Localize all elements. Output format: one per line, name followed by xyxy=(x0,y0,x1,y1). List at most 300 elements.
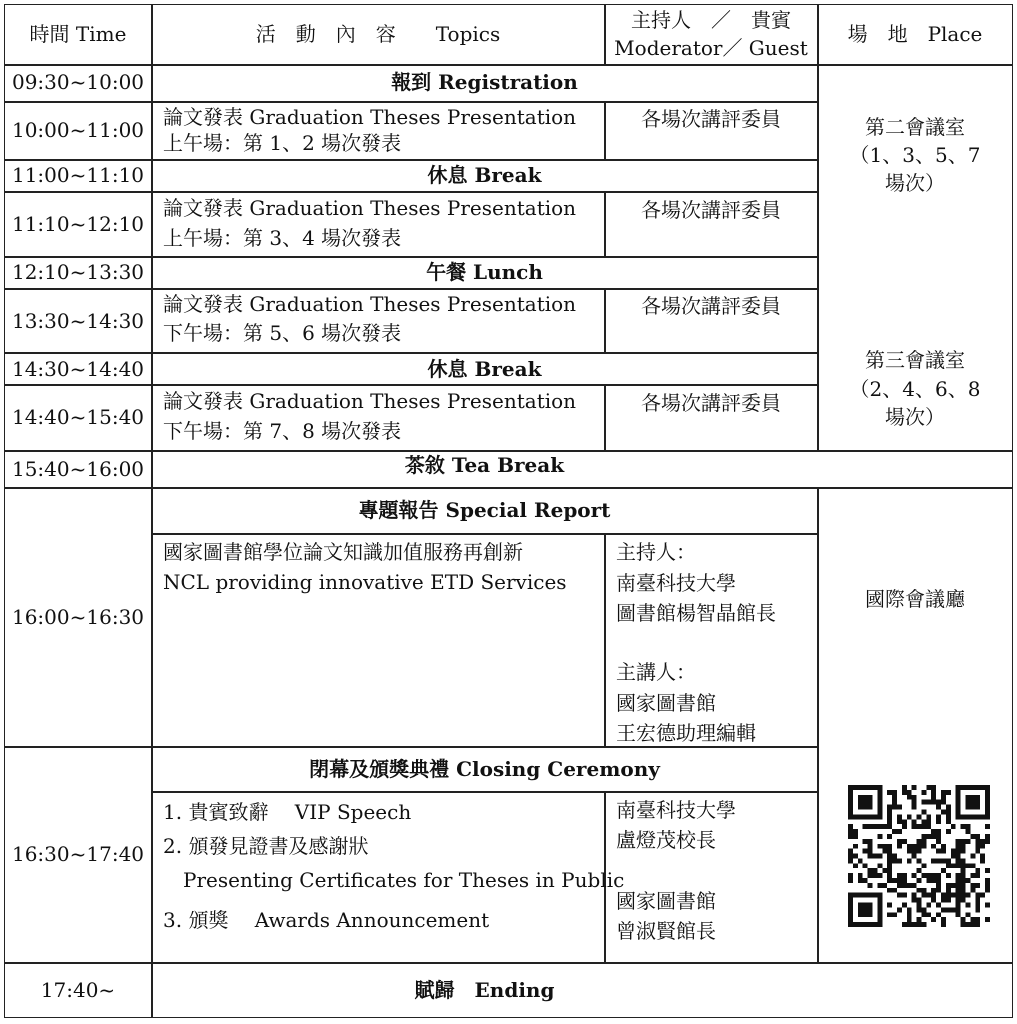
qr-module xyxy=(887,858,892,863)
qr-module xyxy=(946,805,951,810)
row-line-3 xyxy=(4,191,818,193)
qr-module xyxy=(941,868,946,873)
header-place: 場 地 Place xyxy=(847,22,983,46)
qr-module xyxy=(946,893,951,898)
qr-module xyxy=(931,888,936,893)
qr-module xyxy=(858,912,863,917)
header-topics: 活 動 內 容 Topics xyxy=(255,22,501,46)
qr-module xyxy=(985,903,990,908)
qr-module xyxy=(912,898,917,903)
qr-module xyxy=(877,873,882,878)
qr-module xyxy=(931,790,936,795)
qr-module xyxy=(985,883,990,888)
qr-module xyxy=(863,839,868,844)
topic-line2: 下午場：第 5、6 場次發表 xyxy=(163,321,402,345)
qr-module xyxy=(951,849,956,854)
qr-module xyxy=(961,785,966,790)
topic-line1: 論文發表 Graduation Theses Presentation xyxy=(163,105,577,129)
topic-line1: 論文發表 Graduation Theses Presentation xyxy=(163,196,577,220)
row-title: 閉幕及頒獎典禮 Closing Ceremony xyxy=(309,757,660,781)
place-room2-line3: 場次） xyxy=(885,171,945,195)
qr-module xyxy=(921,809,926,814)
qr-module xyxy=(946,907,951,912)
qr-module xyxy=(966,824,971,829)
qr-module xyxy=(926,893,931,898)
qr-module xyxy=(921,790,926,795)
qr-module xyxy=(931,800,936,805)
qr-module xyxy=(863,785,868,790)
qr-module xyxy=(961,898,966,903)
topic-line2: 上午場：第 3、4 場次發表 xyxy=(163,226,402,250)
qr-module xyxy=(868,805,873,810)
qr-module xyxy=(868,893,873,898)
qr-module xyxy=(892,805,897,810)
qr-module xyxy=(975,785,980,790)
qr-module xyxy=(858,893,863,898)
qr-module xyxy=(931,873,936,878)
moderator-line: 盧燈茂校長 xyxy=(616,828,716,852)
qr-module xyxy=(966,903,971,908)
place-room2-line1: 第二會議室 xyxy=(865,115,965,139)
place-room3-line1: 第三會議室 xyxy=(865,348,965,372)
qr-module xyxy=(858,805,863,810)
qr-module xyxy=(917,844,922,849)
topic-line2: NCL providing innovative ETD Services xyxy=(163,570,567,594)
qr-module xyxy=(897,805,902,810)
qr-module xyxy=(877,903,882,908)
moderator-line: 國家圖書館 xyxy=(616,889,716,913)
place-room2-line2: （1、3、5、7 xyxy=(849,143,981,167)
row-title: 休息 Break xyxy=(427,357,542,381)
qr-module xyxy=(853,814,858,819)
place-hall: 國際會議廳 xyxy=(865,587,965,611)
qr-module xyxy=(961,883,966,888)
qr-module xyxy=(863,849,868,854)
qr-module xyxy=(912,785,917,790)
qr-module xyxy=(902,903,907,908)
qr-module xyxy=(907,790,912,795)
qr-module xyxy=(985,917,990,922)
row-time: 12:10~13:30 xyxy=(11,260,145,284)
qr-module xyxy=(956,814,961,819)
qr-module xyxy=(936,878,941,883)
row-title: 午餐 Lunch xyxy=(426,260,543,284)
qr-module xyxy=(956,854,961,859)
qr-module xyxy=(985,814,990,819)
qr-module xyxy=(980,844,985,849)
qr-module xyxy=(926,903,931,908)
qr-module xyxy=(936,800,941,805)
qr-module xyxy=(956,839,961,844)
qr-module xyxy=(975,814,980,819)
mod-split-5 xyxy=(604,534,606,746)
qr-module xyxy=(931,834,936,839)
qr-module xyxy=(970,922,975,927)
row-time: 14:40~15:40 xyxy=(11,405,145,429)
qr-module xyxy=(956,907,961,912)
qr-module xyxy=(951,863,956,868)
qr-module xyxy=(863,800,868,805)
qr-module xyxy=(921,907,926,912)
qr-module xyxy=(887,844,892,849)
qr-module xyxy=(975,873,980,878)
qr-module xyxy=(897,873,902,878)
topic-line1: 論文發表 Graduation Theses Presentation xyxy=(163,389,577,413)
qr-module xyxy=(887,873,892,878)
qr-module xyxy=(931,893,936,898)
qr-module xyxy=(975,893,980,898)
qr-module xyxy=(970,800,975,805)
qr-module xyxy=(853,844,858,849)
qr-module xyxy=(912,849,917,854)
qr-module xyxy=(887,790,892,795)
qr-module xyxy=(970,814,975,819)
qr-module xyxy=(887,805,892,810)
qr-module xyxy=(853,922,858,927)
row-title: 休息 Break xyxy=(427,163,542,187)
qr-module xyxy=(892,795,897,800)
qr-module xyxy=(887,809,892,814)
qr-code-icon xyxy=(848,780,990,932)
qr-module xyxy=(956,795,961,800)
qr-module xyxy=(975,795,980,800)
qr-module xyxy=(897,858,902,863)
closing-item: Presenting Certificates for Theses in Public xyxy=(163,868,625,892)
qr-module xyxy=(936,883,941,888)
qr-module xyxy=(970,834,975,839)
row-line-special-title xyxy=(151,533,818,535)
qr-module xyxy=(872,785,877,790)
qr-module xyxy=(848,785,853,790)
qr-module xyxy=(877,883,882,888)
qr-module xyxy=(941,922,946,927)
qr-module xyxy=(877,922,882,927)
qr-module xyxy=(912,824,917,829)
qr-module xyxy=(848,805,853,810)
qr-module xyxy=(872,873,877,878)
qr-module xyxy=(985,800,990,805)
closing-item: 3. 頒獎 Awards Announcement xyxy=(163,908,490,932)
qr-module xyxy=(917,814,922,819)
qr-module xyxy=(872,824,877,829)
qr-module xyxy=(877,844,882,849)
qr-module xyxy=(926,834,931,839)
qr-module xyxy=(868,922,873,927)
qr-module xyxy=(902,893,907,898)
qr-module xyxy=(863,922,868,927)
qr-module xyxy=(917,898,922,903)
row-line-6 xyxy=(4,352,818,354)
qr-module xyxy=(961,839,966,844)
moderator: 各場次講評委員 xyxy=(641,391,781,415)
qr-module xyxy=(966,912,971,917)
header-moderator-line2: Moderator／ Guest xyxy=(614,36,808,60)
topic-line1: 論文發表 Graduation Theses Presentation xyxy=(163,292,577,316)
qr-module xyxy=(966,893,971,898)
qr-module xyxy=(970,917,975,922)
qr-module xyxy=(868,785,873,790)
qr-module xyxy=(868,903,873,908)
qr-module xyxy=(946,790,951,795)
qr-module xyxy=(931,917,936,922)
qr-module xyxy=(985,795,990,800)
qr-module xyxy=(872,854,877,859)
qr-module xyxy=(980,858,985,863)
qr-module xyxy=(887,912,892,917)
qr-module xyxy=(848,912,853,917)
row-time: 13:30~14:30 xyxy=(11,309,145,333)
qr-module xyxy=(848,824,853,829)
qr-module xyxy=(961,868,966,873)
qr-module xyxy=(877,795,882,800)
closing-item: 1. 貴賓致辭 VIP Speech xyxy=(163,800,412,824)
qr-module xyxy=(868,907,873,912)
qr-module xyxy=(936,903,941,908)
qr-module xyxy=(877,800,882,805)
qr-module xyxy=(931,844,936,849)
qr-module xyxy=(951,854,956,859)
qr-module xyxy=(877,805,882,810)
qr-module xyxy=(926,824,931,829)
qr-module xyxy=(858,907,863,912)
qr-module xyxy=(946,863,951,868)
row-time: 16:30~17:40 xyxy=(11,842,145,866)
qr-module xyxy=(936,819,941,824)
row-time: 10:00~11:00 xyxy=(11,118,145,142)
row-time: 09:30~10:00 xyxy=(11,70,145,94)
qr-module xyxy=(970,795,975,800)
qr-module xyxy=(907,814,912,819)
qr-module xyxy=(868,795,873,800)
qr-module xyxy=(897,907,902,912)
qr-module xyxy=(858,873,863,878)
qr-module xyxy=(902,883,907,888)
qr-module xyxy=(877,854,882,859)
qr-module xyxy=(882,844,887,849)
qr-module xyxy=(970,888,975,893)
qr-module xyxy=(985,805,990,810)
qr-module xyxy=(980,785,985,790)
qr-module xyxy=(956,878,961,883)
qr-module xyxy=(970,785,975,790)
qr-module xyxy=(975,839,980,844)
qr-module xyxy=(956,873,961,878)
qr-module xyxy=(848,800,853,805)
qr-module xyxy=(956,912,961,917)
qr-module xyxy=(946,873,951,878)
qr-module xyxy=(956,790,961,795)
qr-module xyxy=(970,873,975,878)
qr-module xyxy=(868,873,873,878)
qr-module xyxy=(936,849,941,854)
qr-module xyxy=(907,917,912,922)
qr-module xyxy=(858,858,863,863)
qr-module xyxy=(863,903,868,908)
qr-module xyxy=(931,785,936,790)
qr-module xyxy=(961,824,966,829)
qr-module xyxy=(872,922,877,927)
qr-module xyxy=(961,849,966,854)
qr-module xyxy=(975,844,980,849)
qr-module xyxy=(917,878,922,883)
qr-module xyxy=(956,809,961,814)
qr-module xyxy=(970,883,975,888)
qr-module xyxy=(921,844,926,849)
row-line-closing-title xyxy=(151,791,818,793)
qr-module xyxy=(956,863,961,868)
qr-module xyxy=(936,805,941,810)
qr-module xyxy=(941,858,946,863)
qr-module xyxy=(985,824,990,829)
qr-module xyxy=(902,922,907,927)
qr-module xyxy=(921,863,926,868)
topic-line2: 下午場：第 7、8 場次發表 xyxy=(163,419,402,443)
qr-module xyxy=(961,858,966,863)
qr-module xyxy=(941,800,946,805)
qr-module xyxy=(956,805,961,810)
qr-module xyxy=(868,868,873,873)
qr-module xyxy=(848,849,853,854)
qr-module xyxy=(956,800,961,805)
qr-module xyxy=(912,795,917,800)
qr-module xyxy=(872,893,877,898)
qr-module xyxy=(926,814,931,819)
qr-module xyxy=(892,888,897,893)
qr-module xyxy=(897,829,902,834)
qr-module xyxy=(887,819,892,824)
qr-module xyxy=(892,858,897,863)
qr-module xyxy=(980,839,985,844)
qr-module xyxy=(887,888,892,893)
qr-module xyxy=(868,844,873,849)
qr-module xyxy=(985,878,990,883)
qr-module xyxy=(917,868,922,873)
qr-module xyxy=(887,849,892,854)
qr-module xyxy=(931,795,936,800)
moderator-line: 主持人： xyxy=(616,540,696,564)
qr-module xyxy=(848,917,853,922)
qr-module xyxy=(872,814,877,819)
qr-module xyxy=(907,844,912,849)
row-time: 17:40~ xyxy=(40,978,116,1002)
qr-module xyxy=(975,917,980,922)
qr-module xyxy=(961,878,966,883)
qr-module xyxy=(970,863,975,868)
qr-module xyxy=(882,868,887,873)
qr-module xyxy=(966,863,971,868)
qr-module xyxy=(877,824,882,829)
qr-module xyxy=(863,814,868,819)
qr-module xyxy=(848,893,853,898)
qr-module xyxy=(917,903,922,908)
qr-module xyxy=(853,893,858,898)
qr-module xyxy=(917,839,922,844)
qr-module xyxy=(936,912,941,917)
topic-line1: 國家圖書館學位論文知識加值服務再創新 xyxy=(163,540,523,564)
qr-module xyxy=(897,883,902,888)
moderator-line: 國家圖書館 xyxy=(616,691,716,715)
qr-module xyxy=(868,883,873,888)
row-title: 專題報告 Special Report xyxy=(358,498,611,522)
qr-module xyxy=(863,893,868,898)
qr-module xyxy=(946,814,951,819)
qr-module xyxy=(921,873,926,878)
qr-module xyxy=(907,849,912,854)
qr-module xyxy=(921,888,926,893)
qr-module xyxy=(975,805,980,810)
qr-module xyxy=(966,795,971,800)
qr-module xyxy=(887,903,892,908)
qr-module xyxy=(848,903,853,908)
qr-module xyxy=(877,863,882,868)
qr-module xyxy=(887,863,892,868)
qr-module xyxy=(917,888,922,893)
qr-module xyxy=(961,922,966,927)
qr-module xyxy=(926,878,931,883)
row-title: 茶敘 Tea Break xyxy=(404,453,565,477)
qr-module xyxy=(912,893,917,898)
qr-module xyxy=(863,805,868,810)
qr-module xyxy=(848,873,853,878)
qr-module xyxy=(941,893,946,898)
qr-module xyxy=(863,795,868,800)
qr-module xyxy=(970,854,975,859)
qr-module xyxy=(985,839,990,844)
qr-module xyxy=(858,785,863,790)
qr-module xyxy=(902,790,907,795)
qr-module xyxy=(902,824,907,829)
qr-module xyxy=(966,922,971,927)
qr-module xyxy=(917,824,922,829)
qr-module xyxy=(877,912,882,917)
qr-module xyxy=(946,888,951,893)
qr-module xyxy=(941,917,946,922)
qr-module xyxy=(970,805,975,810)
qr-module xyxy=(868,839,873,844)
qr-module xyxy=(946,809,951,814)
qr-module xyxy=(912,854,917,859)
qr-module xyxy=(877,893,882,898)
qr-module xyxy=(907,907,912,912)
qr-module xyxy=(848,922,853,927)
row-line-header xyxy=(4,64,1013,66)
qr-module xyxy=(961,814,966,819)
qr-module xyxy=(975,903,980,908)
qr-module xyxy=(863,907,868,912)
qr-module xyxy=(863,912,868,917)
qr-module xyxy=(921,800,926,805)
qr-module xyxy=(921,834,926,839)
qr-module xyxy=(956,844,961,849)
qr-module xyxy=(956,893,961,898)
qr-module xyxy=(926,912,931,917)
qr-module xyxy=(907,922,912,927)
qr-module xyxy=(985,888,990,893)
qr-module xyxy=(897,839,902,844)
row-time: 16:00~16:30 xyxy=(11,605,145,629)
qr-module xyxy=(961,893,966,898)
qr-module xyxy=(966,814,971,819)
col-divider-place-lower xyxy=(817,487,819,963)
closing-item: 2. 頒發見證書及感謝狀 xyxy=(163,834,369,858)
qr-module xyxy=(975,849,980,854)
qr-module xyxy=(887,868,892,873)
row-line-2 xyxy=(4,159,818,161)
qr-module xyxy=(975,922,980,927)
qr-module xyxy=(926,819,931,824)
qr-module xyxy=(946,898,951,903)
qr-module xyxy=(941,790,946,795)
